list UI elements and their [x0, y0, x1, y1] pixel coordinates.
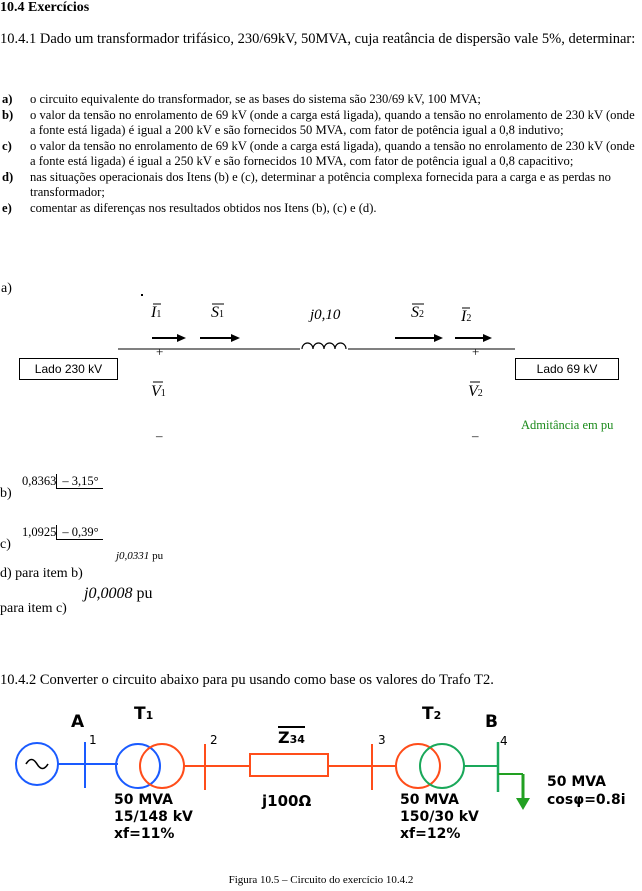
bus-2-label: 2: [210, 733, 218, 747]
symbol-v2: V2: [468, 383, 483, 400]
phasor-angle: – 0,39°: [56, 525, 102, 540]
answer-d2-label: para item c): [0, 601, 67, 616]
item-b: [0, 108, 640, 138]
current-arrow-i2: [455, 334, 492, 342]
node-b-label: B: [485, 712, 498, 732]
item-letter: a): [2, 92, 13, 106]
transformer-t2-icon: [396, 744, 464, 788]
item-letter: c): [2, 139, 12, 153]
line-impedance-box: [250, 754, 328, 776]
plus-left: +: [156, 344, 164, 359]
symbol-i1: I1: [151, 304, 162, 321]
item-letter: e): [2, 201, 12, 215]
single-line-diagram: [0, 700, 642, 870]
answer-c-label: c): [0, 537, 11, 552]
exercise-1-statement: 10.4.1 Dado um transformador trifásico, 230/69kV, 50MVA, cuja reatância de dispersão vale 5%, determinar:: [0, 31, 636, 47]
answer-d2-value: j0,0008 pu: [84, 585, 153, 602]
answer-a-label: a): [1, 281, 12, 296]
load-specs: 50 MVA cosφ=0.8i: [547, 774, 626, 808]
generator-icon: [16, 743, 58, 785]
minus-left: –: [156, 428, 163, 443]
phasor-angle: – 3,15°: [56, 474, 102, 489]
item-letter: d): [2, 170, 14, 184]
item-text: comentar as diferenças nos resultados obtidos nos Itens (b), (c) e (d).: [30, 201, 377, 215]
bus-3-label: 3: [378, 733, 386, 747]
exercise-2-statement: 10.4.2 Converter o circuito abaixo para pu usando como base os valores do Trafo T2.: [0, 672, 494, 688]
load-arrow-icon: [498, 774, 530, 810]
t1-label: T1: [134, 704, 154, 724]
item-text: o valor da tensão no enrolamento de 69 kV (onde a carga está ligada), quando a tensão no enrolamento de 230 kV (onde a fonte está ligada) é igual a 200 kV e são fornecidos 50 MVA, com fator de potência igual a 0,8 indutivo;: [30, 108, 635, 137]
item-letter: b): [2, 108, 14, 122]
t2-specs: 50 MVA 150/30 kV xf=12%: [400, 792, 479, 842]
item-d: [0, 170, 640, 200]
answer-c-value: 1,0925 – 0,39°: [22, 525, 103, 540]
bus-1-label: 1: [89, 733, 97, 747]
side-69kv-box: Lado 69 kV: [515, 358, 619, 380]
exercise-1-items: [0, 92, 640, 217]
item-text: nas situações operacionais dos Itens (b) e (c), determinar a potência complexa fornecida para a carga e as perdas no transformador;: [30, 170, 611, 199]
impedance-label: j0,10: [310, 307, 341, 323]
section-title: 10.4 Exercícios: [0, 0, 90, 15]
minus-right: –: [472, 428, 479, 443]
node-a-label: A: [71, 712, 85, 732]
plus-right: +: [472, 344, 480, 359]
t2-label: T2: [422, 704, 442, 724]
inductor-icon: [300, 342, 348, 352]
item-e: [0, 201, 640, 216]
symbol-i2: I2: [461, 308, 472, 325]
power-arrow-s2: [395, 334, 443, 342]
z34-label: Z34: [278, 728, 305, 747]
answer-b-value: 0,8363 – 3,15°: [22, 474, 103, 489]
admittance-note: Admitância em pu: [521, 418, 614, 432]
item-c: [0, 139, 640, 169]
answer-b-label: b): [0, 486, 12, 501]
side-230kv-box: Lado 230 kV: [19, 358, 118, 380]
transformer-t1-icon: [116, 744, 184, 788]
figure-caption: Figura 10.5 – Circuito do exercício 10.4.2: [228, 874, 414, 886]
current-arrow-i1: [152, 334, 186, 342]
item-text: o circuito equivalente do transformador, se as bases do sistema são 230/69 kV, 100 MVA;: [30, 92, 481, 106]
bus-4-label: 4: [500, 734, 508, 748]
line-impedance-label: j100Ω: [262, 792, 312, 810]
power-arrow-s1: [200, 334, 240, 342]
symbol-s1: S1: [211, 304, 224, 321]
symbol-s2: S2: [411, 304, 424, 321]
t1-specs: 50 MVA 15/148 kV xf=11%: [114, 792, 193, 842]
symbol-v1: V1: [151, 383, 166, 400]
item-a: [0, 92, 640, 107]
answer-d-value: j0,0331 pu: [116, 550, 164, 562]
answer-d-label: d) para item b): [0, 566, 83, 581]
item-text: o valor da tensão no enrolamento de 69 kV (onde a carga está ligada), quando a tensão no enrolamento de 230 kV (onde a fonte está ligada) é igual a 250 kV e são fornecidos 10 MVA, com fator de potência igual a 0,8 capacitivo;: [30, 139, 635, 168]
